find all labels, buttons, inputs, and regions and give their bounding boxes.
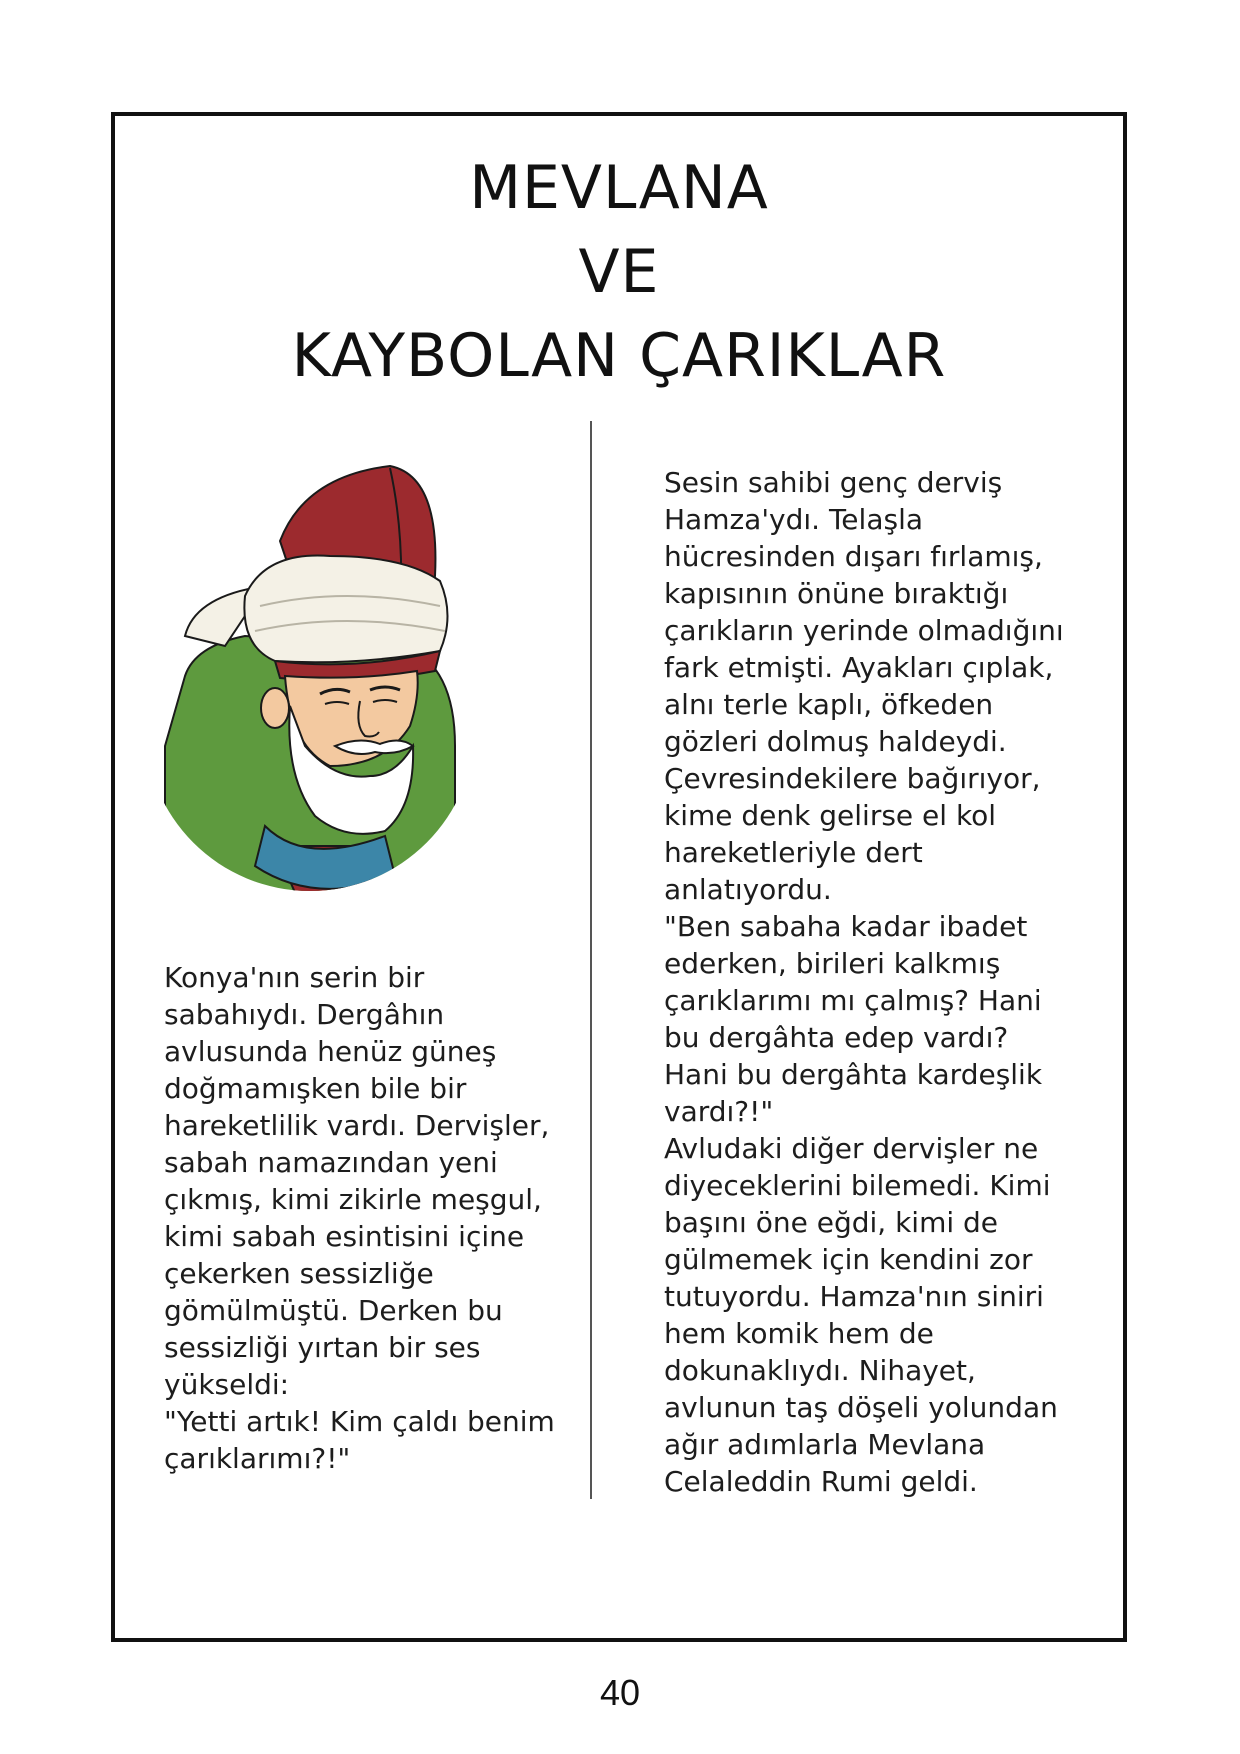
left-column-text: Konya'nın serin bir sabahıydı. Dergâhın avlusunda henüz güneş doğmamışken bile bir hareketlilik vardı. Dervişler, sabah namazından yeni çıkmış, kimi zikirle meşgul, kimi sabah esintisini içine çekerken sessizliğe gömülmüştü. Derken bu sessizliği yırtan bir ses yükseldi: "Yetti artık! Kim çaldı benim çarıklarımı?!" bbox=[164, 961, 555, 1475]
page-title bbox=[115, 146, 1123, 398]
page-frame bbox=[111, 112, 1127, 1642]
column-divider bbox=[590, 421, 592, 1499]
right-column-text: Sesin sahibi genç derviş Hamza'ydı. Telaşla hücresinden dışarı fırlamış, kapısının önüne bıraktığı çarıkların yerinde olmadığını fark etmişti. Ayakları çıplak, alnı terle kaplı, öfkeden gözleri dolmuş haldeydi. Çevresindekilere bağırıyor, kime denk gelirse el kol hareketleriyle dert anlatıyordu. "Ben sabaha kadar ibadet ederken, birileri kalkmış çarıklarımı mı çalmış? Hani bu dergâhta edep vardı? Hani bu dergâhta kardeşlik vardı?!" Avludaki diğer dervişler ne diyeceklerini bilemedi. Kimi başını öne eğdi, kimi de gülmemek için kendini zor tutuyordu. Hamza'nın siniri hem komik hem de dokunaklıydı. Nihayet, avlunun taş döşeli yolundan ağır adımlarla Mevlana Celaleddin Rumi geldi. bbox=[664, 466, 1064, 1498]
title-line-2: VE bbox=[578, 237, 660, 307]
title-line-3: KAYBOLAN ÇARIKLAR bbox=[291, 321, 947, 391]
mevlana-portrait-illustration bbox=[155, 446, 465, 896]
title-line-1: MEVLANA bbox=[469, 153, 769, 223]
page-number: 40 bbox=[599, 1672, 641, 1713]
